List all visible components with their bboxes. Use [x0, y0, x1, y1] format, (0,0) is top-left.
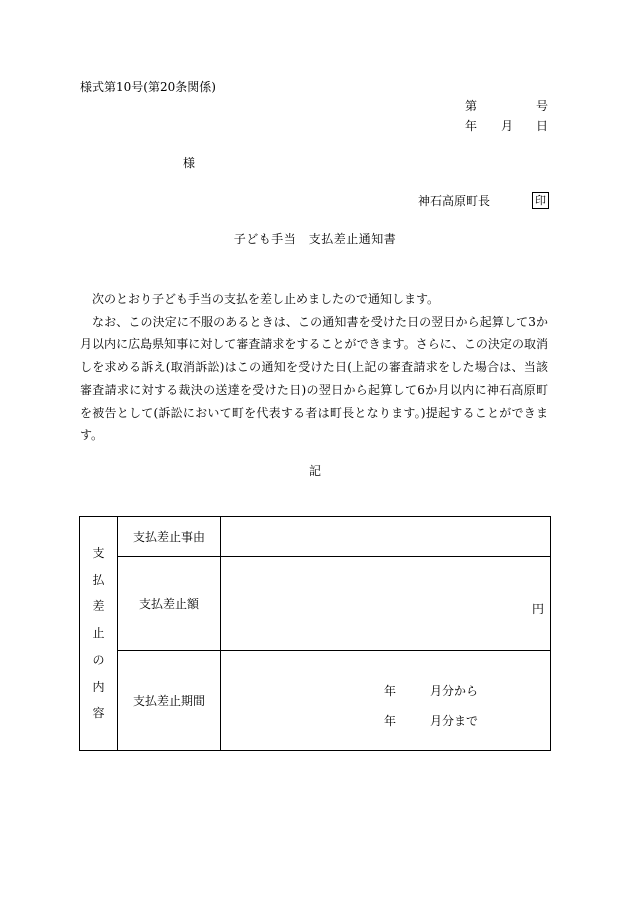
side-label-char: 支: [92, 545, 105, 560]
document-number-suffix: 号: [536, 99, 549, 113]
side-label-char: 差: [92, 599, 105, 614]
addressee-suffix: 様: [183, 156, 196, 170]
ki-heading: 記: [308, 464, 321, 478]
notice-paragraph-1: 次のとおり子ども手当の支払を差し止めましたので通知します。: [92, 292, 440, 306]
period-from-year: 年: [384, 684, 397, 698]
table-row-reason: [80, 517, 551, 557]
reason-label: 支払差止事由: [118, 517, 221, 557]
side-label-char: 内: [92, 679, 105, 694]
table-row-amount: [80, 557, 551, 651]
suspension-content-label: [80, 517, 118, 751]
period-from-suffix: 月分から: [430, 684, 479, 698]
date-year-label: 年: [465, 119, 478, 133]
form-number: 様式第10号(第20条関係): [80, 80, 216, 94]
reason-value-field[interactable]: [221, 517, 551, 557]
period-label: 支払差止期間: [118, 651, 221, 751]
period-to-year: 年: [384, 714, 397, 728]
document-number-prefix: 第: [465, 99, 478, 113]
suspension-details-table: [79, 516, 551, 751]
date-month-label: 月: [501, 119, 514, 133]
amount-label: 支払差止額: [118, 557, 221, 651]
amount-unit: 円: [531, 602, 544, 616]
seal-mark: 印: [532, 192, 549, 209]
period-to-suffix: 月分まで: [430, 714, 479, 728]
date-day-label: 日: [536, 119, 549, 133]
amount-value-field[interactable]: [221, 557, 551, 651]
side-label-char: 払: [92, 572, 105, 587]
period-from: [384, 682, 478, 699]
issuer-name: 神石高原町長: [418, 194, 491, 208]
table-row-period: [80, 651, 551, 751]
side-label-char: の: [92, 652, 105, 667]
document-title: 子ども手当 支払差止通知書: [233, 232, 397, 246]
side-label-char: 容: [92, 706, 105, 721]
period-value-field[interactable]: [221, 651, 551, 751]
notice-body: [80, 288, 548, 447]
side-label-char: 止: [92, 626, 105, 641]
notice-paragraph-2: なお、この決定に不服のあるときは、この通知書を受けた日の翌日から起算して3か月以内に広島県知事に対して審査請求をすることができます。さらに、この決定の取消しを求める訴え(取消訴訟)はこの通知を受けた日(上記の審査請求をした場合は、当該審査請求に対する裁決の送達を受けた日)の翌日から起算して6か月以内に神石高原町を被告として(訴訟において町を代表する者は町長となります。)提起することができます。: [80, 314, 548, 443]
period-to: [384, 712, 478, 729]
